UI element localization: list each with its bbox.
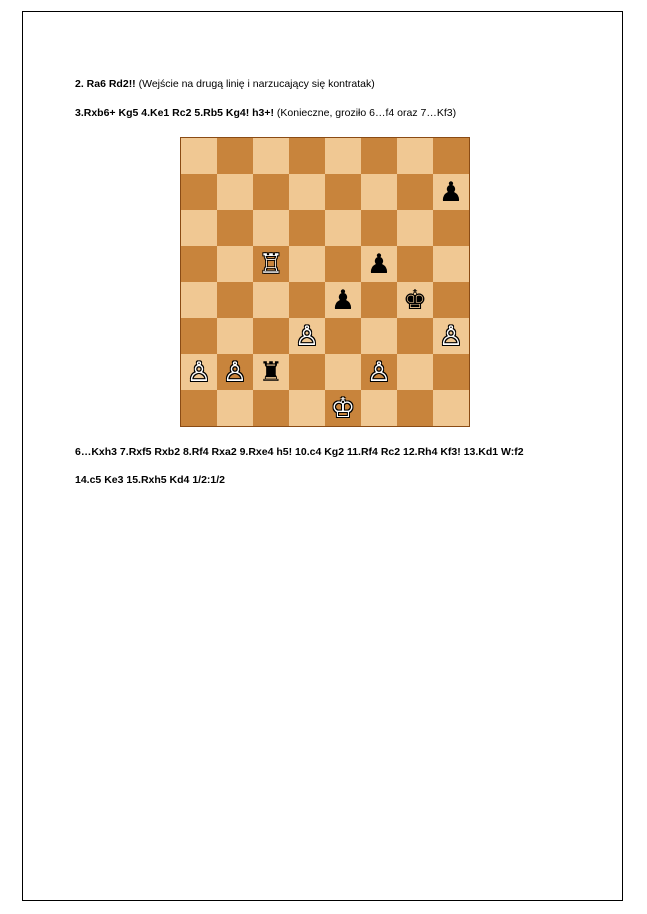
- move-3-bold: 3.Rxb6+ Kg5 4.Ke1 Rc2 5.Rb5 Kg4! h3+!: [75, 107, 274, 120]
- chess-diagram: [75, 137, 575, 427]
- white-pawn-d3: ♙: [294, 320, 320, 352]
- board-square-h4: [433, 282, 469, 318]
- board-square-f4: [361, 282, 397, 318]
- black-pawn-h7: ♟: [438, 176, 464, 208]
- board-square-e1: [325, 390, 361, 426]
- board-square-h8: [433, 138, 469, 174]
- board-square-g2: [397, 354, 433, 390]
- board-square-g6: [397, 210, 433, 246]
- board-square-b1: [217, 390, 253, 426]
- black-rook-c2: ♜: [258, 356, 284, 388]
- board-square-d3: [289, 318, 325, 354]
- board-square-b6: [217, 210, 253, 246]
- board-square-h6: [433, 210, 469, 246]
- board-square-c7: [253, 174, 289, 210]
- board-square-g1: [397, 390, 433, 426]
- board-square-h2: [433, 354, 469, 390]
- board-square-f3: [361, 318, 397, 354]
- board-square-c8: [253, 138, 289, 174]
- board-square-d5: [289, 246, 325, 282]
- board-square-b3: [217, 318, 253, 354]
- board-square-b5: [217, 246, 253, 282]
- board-square-b4: [217, 282, 253, 318]
- moves-14-15-text: 14.c5 Ke3 15.Rxh5 Kd4 1/2:1/2: [75, 473, 226, 486]
- document-tail: [75, 445, 575, 487]
- board-square-h1: [433, 390, 469, 426]
- board-square-h7: [433, 174, 469, 210]
- white-king-e1: ♔: [330, 392, 356, 424]
- board-square-c4: [253, 282, 289, 318]
- board-square-g8: [397, 138, 433, 174]
- document-content: [75, 77, 575, 500]
- board-square-a3: [181, 318, 217, 354]
- board-square-a1: [181, 390, 217, 426]
- board-square-h5: [433, 246, 469, 282]
- moves-6-13-text: 6…Kxh3 7.Rxf5 Rxb2 8.Rf4 Rxa2 9.Rxe4 h5! 10.c4 Kg2 11.Rf4 Rc2 12.Rh4 Kf3! 13.Kd1 W:f2: [75, 446, 524, 459]
- board-square-d6: [289, 210, 325, 246]
- board-square-f7: [361, 174, 397, 210]
- board-square-f5: [361, 246, 397, 282]
- board-square-e8: [325, 138, 361, 174]
- board-square-a7: [181, 174, 217, 210]
- paragraph-move-3: [75, 106, 575, 121]
- board-square-c6: [253, 210, 289, 246]
- move-2-bold: 2. Ra6 Rd2!!: [75, 78, 136, 90]
- board-square-e3: [325, 318, 361, 354]
- board-square-d1: [289, 390, 325, 426]
- black-pawn-f5: ♟: [366, 248, 392, 280]
- board-square-a5: [181, 246, 217, 282]
- board-square-c2: [253, 354, 289, 390]
- board-square-d4: [289, 282, 325, 318]
- white-pawn-h3: ♙: [438, 320, 464, 352]
- board-square-d7: [289, 174, 325, 210]
- board-square-e6: [325, 210, 361, 246]
- chess-board: [180, 137, 470, 427]
- document-page: [22, 11, 623, 901]
- board-square-g5: [397, 246, 433, 282]
- board-square-b8: [217, 138, 253, 174]
- board-square-g7: [397, 174, 433, 210]
- white-pawn-f2: ♙: [366, 356, 392, 388]
- board-square-a2: [181, 354, 217, 390]
- board-square-f2: [361, 354, 397, 390]
- move-3-comment: (Konieczne, groziło 6…f4 oraz 7…Kf3): [276, 107, 457, 120]
- white-pawn-a2: ♙: [186, 356, 212, 388]
- board-square-e4: [325, 282, 361, 318]
- board-square-b2: [217, 354, 253, 390]
- board-square-c3: [253, 318, 289, 354]
- board-square-d8: [289, 138, 325, 174]
- black-king-g4: ♚: [402, 284, 428, 316]
- board-square-h3: [433, 318, 469, 354]
- paragraph-moves-14-15: [75, 473, 575, 488]
- board-square-f8: [361, 138, 397, 174]
- board-square-e7: [325, 174, 361, 210]
- board-square-f6: [361, 210, 397, 246]
- board-square-a6: [181, 210, 217, 246]
- board-square-a8: [181, 138, 217, 174]
- white-pawn-b2: ♙: [222, 356, 248, 388]
- board-square-g4: [397, 282, 433, 318]
- move-2-comment: (Wejście na drugą linię i narzucający się kontratak): [138, 78, 375, 90]
- board-square-a4: [181, 282, 217, 318]
- board-square-g3: [397, 318, 433, 354]
- board-square-c5: [253, 246, 289, 282]
- paragraph-move-2: [75, 77, 575, 92]
- board-square-f1: [361, 390, 397, 426]
- board-square-e2: [325, 354, 361, 390]
- white-rook-c5: ♖: [258, 248, 284, 280]
- black-pawn-e4: ♟: [330, 284, 356, 316]
- board-square-e5: [325, 246, 361, 282]
- board-square-c1: [253, 390, 289, 426]
- board-square-b7: [217, 174, 253, 210]
- board-square-d2: [289, 354, 325, 390]
- paragraph-moves-6-13: [75, 445, 575, 460]
